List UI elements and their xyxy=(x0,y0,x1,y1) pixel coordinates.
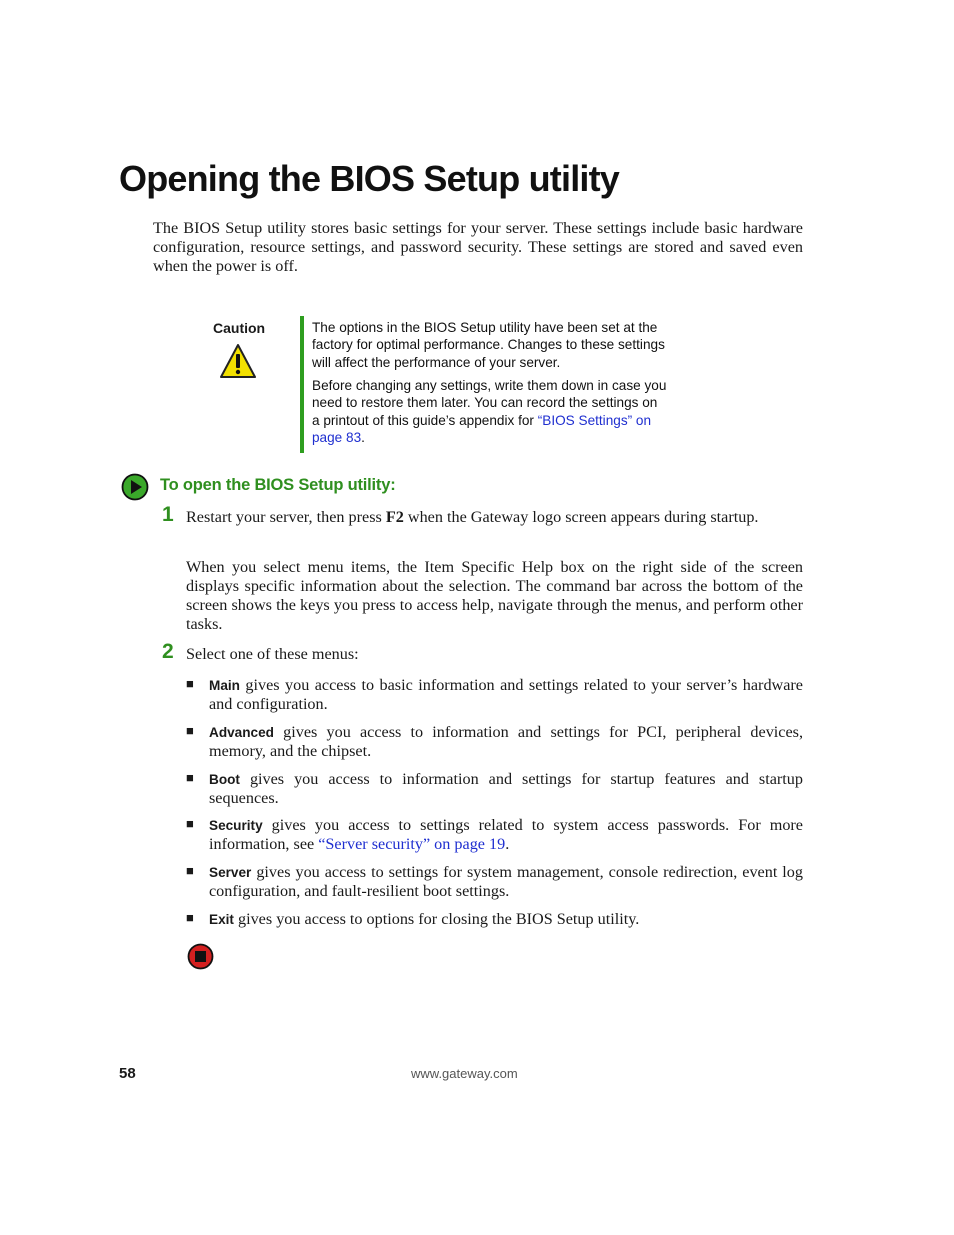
menu-name-main: Main xyxy=(209,678,240,693)
menu-desc-security-end: . xyxy=(505,835,510,853)
bullet-marker: ■ xyxy=(186,910,194,925)
caution-divider-bar xyxy=(300,316,304,453)
menu-desc-server: gives you access to settings for system management, console redirection, event log configuration, and fault-resilient boot settings. xyxy=(209,863,803,900)
bullet-marker: ■ xyxy=(186,676,194,691)
menu-item-boot xyxy=(209,770,803,808)
key-f2: F2 xyxy=(385,508,404,526)
menu-name-security: Security xyxy=(209,818,263,833)
step-number-2: 2 xyxy=(162,640,174,663)
procedure-play-icon xyxy=(121,473,149,501)
caution-paragraph-2 xyxy=(312,377,668,446)
footer-url[interactable]: www.gateway.com xyxy=(411,1066,518,1081)
menu-name-advanced: Advanced xyxy=(209,725,274,740)
warning-triangle-icon xyxy=(219,342,257,380)
menu-desc-security: gives you access to settings related to system access passwords. For more information, see xyxy=(209,816,803,853)
menu-item-server xyxy=(209,863,803,901)
bullet-marker: ■ xyxy=(186,770,194,785)
menu-item-security xyxy=(209,816,803,854)
step-1-text xyxy=(186,508,803,527)
menu-desc-advanced: gives you access to information and settings for PCI, peripheral devices, memory, and the chipset. xyxy=(209,723,803,760)
bullet-marker: ■ xyxy=(186,863,194,878)
caution-label: Caution xyxy=(213,320,266,336)
step-2-text: Select one of these menus: xyxy=(186,645,359,663)
step-1-text-end: when the Gateway logo screen appears during startup. xyxy=(403,508,759,526)
menu-item-exit xyxy=(209,910,803,929)
caution-text: Before changing any settings, write them down in case you need to restore them later. You can record the settings on a printout of this guide’s appendix for xyxy=(312,378,667,428)
caution-paragraph-1: The options in the BIOS Setup utility have been set at the factory for optimal performance. Changes to these settings will affect the performance of your server. xyxy=(312,320,665,370)
intro-paragraph: The BIOS Setup utility stores basic settings for your server. These settings include basic hardware configuration, resource settings, and password security. These settings are stored and saved even when the power is off. xyxy=(153,219,803,275)
menu-item-main xyxy=(209,676,803,714)
bios-settings-link[interactable]: “BIOS Settings” on page 83 xyxy=(312,412,652,445)
menu-desc-main: gives you access to basic information and settings related to your server’s hardware and configuration. xyxy=(209,676,803,713)
bullet-marker: ■ xyxy=(186,723,194,738)
menu-desc-exit: gives you access to options for closing the BIOS Setup utility. xyxy=(233,910,640,928)
menu-name-server: Server xyxy=(209,865,252,880)
menu-desc-boot: gives you access to information and settings for startup features and startup sequences. xyxy=(209,770,803,807)
menu-item-advanced xyxy=(209,723,803,761)
bullet-marker: ■ xyxy=(186,816,194,831)
server-security-link[interactable]: “Server security” on page 19 xyxy=(318,835,506,853)
step-1-details: When you select menu items, the Item Specific Help box on the right side of the screen displays specific information about the selection. The command bar across the bottom of the screen shows the keys you press to access help, navigate through the menus, and perform other tasks. xyxy=(186,558,803,633)
procedure-stop-icon xyxy=(187,943,214,970)
procedure-heading: To open the BIOS Setup utility: xyxy=(160,476,396,494)
caution-period: . xyxy=(361,429,365,445)
page-number: 58 xyxy=(119,1065,136,1082)
step-number-1: 1 xyxy=(162,503,174,526)
menu-name-boot: Boot xyxy=(209,772,240,787)
page-title: Opening the BIOS Setup utility xyxy=(119,158,620,199)
menu-name-exit: Exit xyxy=(209,912,234,927)
step-1-text-start: Restart your server, then press xyxy=(186,508,386,526)
